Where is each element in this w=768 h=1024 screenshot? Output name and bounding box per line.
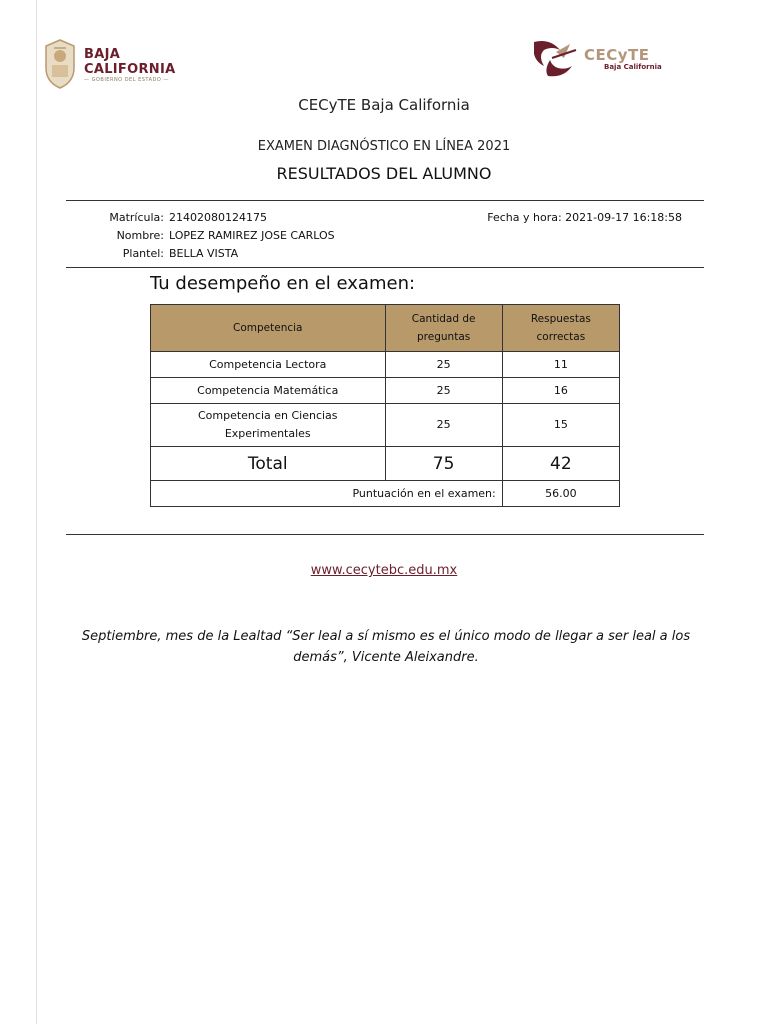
correctas-cell: 11 bbox=[502, 352, 619, 378]
performance-title: Tu desempeño en el examen: bbox=[150, 273, 416, 294]
logo-left-line1: BAJA bbox=[84, 47, 121, 62]
divider-bottom bbox=[66, 534, 704, 535]
header-preguntas: Cantidad de preguntas bbox=[385, 305, 502, 352]
matricula-value: 21402080124175 bbox=[169, 211, 267, 224]
student-info bbox=[66, 209, 335, 263]
divider-top bbox=[66, 200, 704, 201]
correctas-cell: 15 bbox=[502, 404, 619, 447]
correctas-cell: 16 bbox=[502, 378, 619, 404]
logo-right-name: CECyTE bbox=[584, 46, 650, 64]
table-row bbox=[151, 352, 620, 378]
logo-left-line3: — GOBIERNO DEL ESTADO — bbox=[84, 77, 169, 83]
cecyte-logo bbox=[530, 36, 670, 80]
nombre-row bbox=[66, 227, 335, 245]
date-info bbox=[487, 209, 682, 227]
motto-quote: Septiembre, mes de la Lealtad “Ser leal a sí mismo es el único modo de llegar a ser leal a los demás”, Vicente Aleixandre. bbox=[81, 629, 691, 665]
nombre-value: LOPEZ RAMIREZ JOSE CARLOS bbox=[169, 229, 335, 242]
plantel-value: BELLA VISTA bbox=[169, 247, 239, 260]
table-row bbox=[151, 378, 620, 404]
table-header-row bbox=[151, 305, 620, 352]
table-row bbox=[151, 404, 620, 447]
plantel-label: Plantel: bbox=[122, 247, 164, 260]
results-title: RESULTADOS DEL ALUMNO bbox=[276, 164, 492, 183]
cecyte-mark-icon bbox=[530, 36, 586, 80]
logo-left-line2: CALIFORNIA bbox=[84, 62, 176, 77]
total-correctas: 42 bbox=[502, 447, 619, 481]
plantel-row bbox=[66, 245, 335, 263]
institution-name: CECyTE Baja California bbox=[298, 96, 470, 114]
nombre-label: Nombre: bbox=[116, 229, 164, 242]
baja-california-logo bbox=[42, 38, 182, 92]
matricula-label: Matrícula: bbox=[109, 211, 164, 224]
fecha-label: Fecha y hora: bbox=[487, 211, 562, 224]
fecha-value: 2021-09-17 16:18:58 bbox=[565, 211, 682, 224]
score-label: Puntuación en el examen: bbox=[151, 481, 503, 507]
total-row bbox=[151, 447, 620, 481]
total-label: Total bbox=[151, 447, 386, 481]
divider-middle bbox=[66, 267, 704, 268]
exam-title: EXAMEN DIAGNÓSTICO EN LÍNEA 2021 bbox=[257, 139, 511, 154]
competencia-cell: Competencia Matemática bbox=[151, 378, 386, 404]
matricula-row bbox=[66, 209, 335, 227]
total-preguntas: 75 bbox=[385, 447, 502, 481]
competencia-cell: Competencia en Ciencias Experimentales bbox=[151, 404, 386, 447]
preguntas-cell: 25 bbox=[385, 404, 502, 447]
score-value: 56.00 bbox=[502, 481, 619, 507]
preguntas-cell: 25 bbox=[385, 352, 502, 378]
header-correctas: Respuestas correctas bbox=[502, 305, 619, 352]
header-competencia: Competencia bbox=[151, 305, 386, 352]
state-seal-icon bbox=[42, 38, 78, 90]
results-table bbox=[150, 304, 620, 507]
website-link[interactable]: www.cecytebc.edu.mx bbox=[310, 563, 458, 578]
preguntas-cell: 25 bbox=[385, 378, 502, 404]
logo-right-sub: Baja California bbox=[604, 63, 662, 71]
competencia-cell: Competencia Lectora bbox=[151, 352, 386, 378]
score-row bbox=[151, 481, 620, 507]
